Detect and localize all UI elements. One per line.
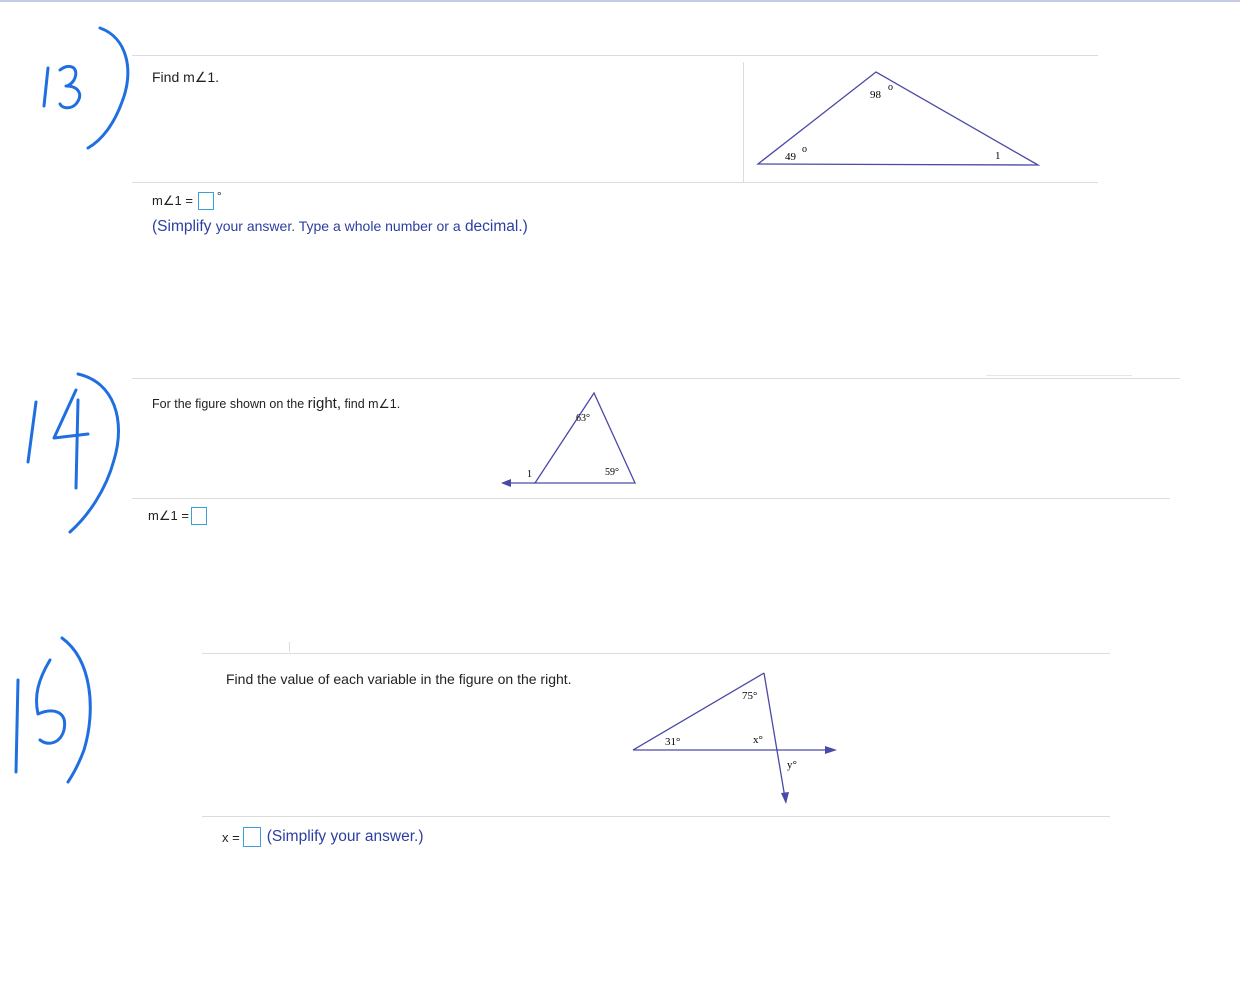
answer-label: m∠1 = xyxy=(148,508,189,523)
handwritten-number-14 xyxy=(14,360,134,540)
angle-label-59: 59° xyxy=(605,467,619,478)
divider xyxy=(743,62,744,182)
answer-label: m∠1 = xyxy=(152,193,193,208)
answer-row xyxy=(152,189,222,210)
divider xyxy=(289,642,290,652)
angle-label-1: 1 xyxy=(527,469,532,480)
triangle-figure-13 xyxy=(750,64,1050,174)
question-prompt: Find m∠1. xyxy=(152,69,220,85)
angle-label-63: 63° xyxy=(576,413,590,424)
divider xyxy=(202,653,1110,654)
question-prompt: Find the value of each variable in the figure on the right. xyxy=(226,671,572,687)
answer-row xyxy=(148,507,207,525)
degree-symbol: ° xyxy=(216,189,222,203)
answer-input-box[interactable] xyxy=(191,507,207,525)
angle-label-75: 75° xyxy=(742,690,758,702)
angle-label-31: 31° xyxy=(665,736,681,748)
divider xyxy=(986,375,1132,376)
answer-row xyxy=(222,827,423,847)
hint-text: (Simplify your answer. Type a whole number or a decimal.) xyxy=(152,218,528,235)
handwritten-number-15 xyxy=(4,630,114,790)
triangle-figure-14 xyxy=(495,385,645,495)
divider xyxy=(132,498,1170,499)
divider xyxy=(132,378,1180,379)
top-border xyxy=(0,0,1240,2)
answer-label: x = xyxy=(222,829,240,845)
angle-label-49: 49 xyxy=(785,151,796,163)
question-prompt: For the figure shown on the right, find m∠1. xyxy=(152,395,401,412)
divider xyxy=(132,55,1098,56)
angle-label-98: 98 xyxy=(870,89,881,101)
divider xyxy=(202,816,1110,817)
triangle-figure-15 xyxy=(625,665,845,810)
angle-label-x: x° xyxy=(753,734,763,746)
divider xyxy=(132,182,1098,183)
handwritten-number-13 xyxy=(30,20,140,160)
angle-label-y: y° xyxy=(787,759,797,771)
answer-input-box[interactable] xyxy=(243,827,261,847)
degree-mark: o xyxy=(888,82,893,93)
hint-text: (Simplify your answer.) xyxy=(266,828,424,845)
degree-mark: o xyxy=(802,144,807,155)
answer-input-box[interactable] xyxy=(198,192,214,210)
angle-label-1: 1 xyxy=(995,150,1001,162)
